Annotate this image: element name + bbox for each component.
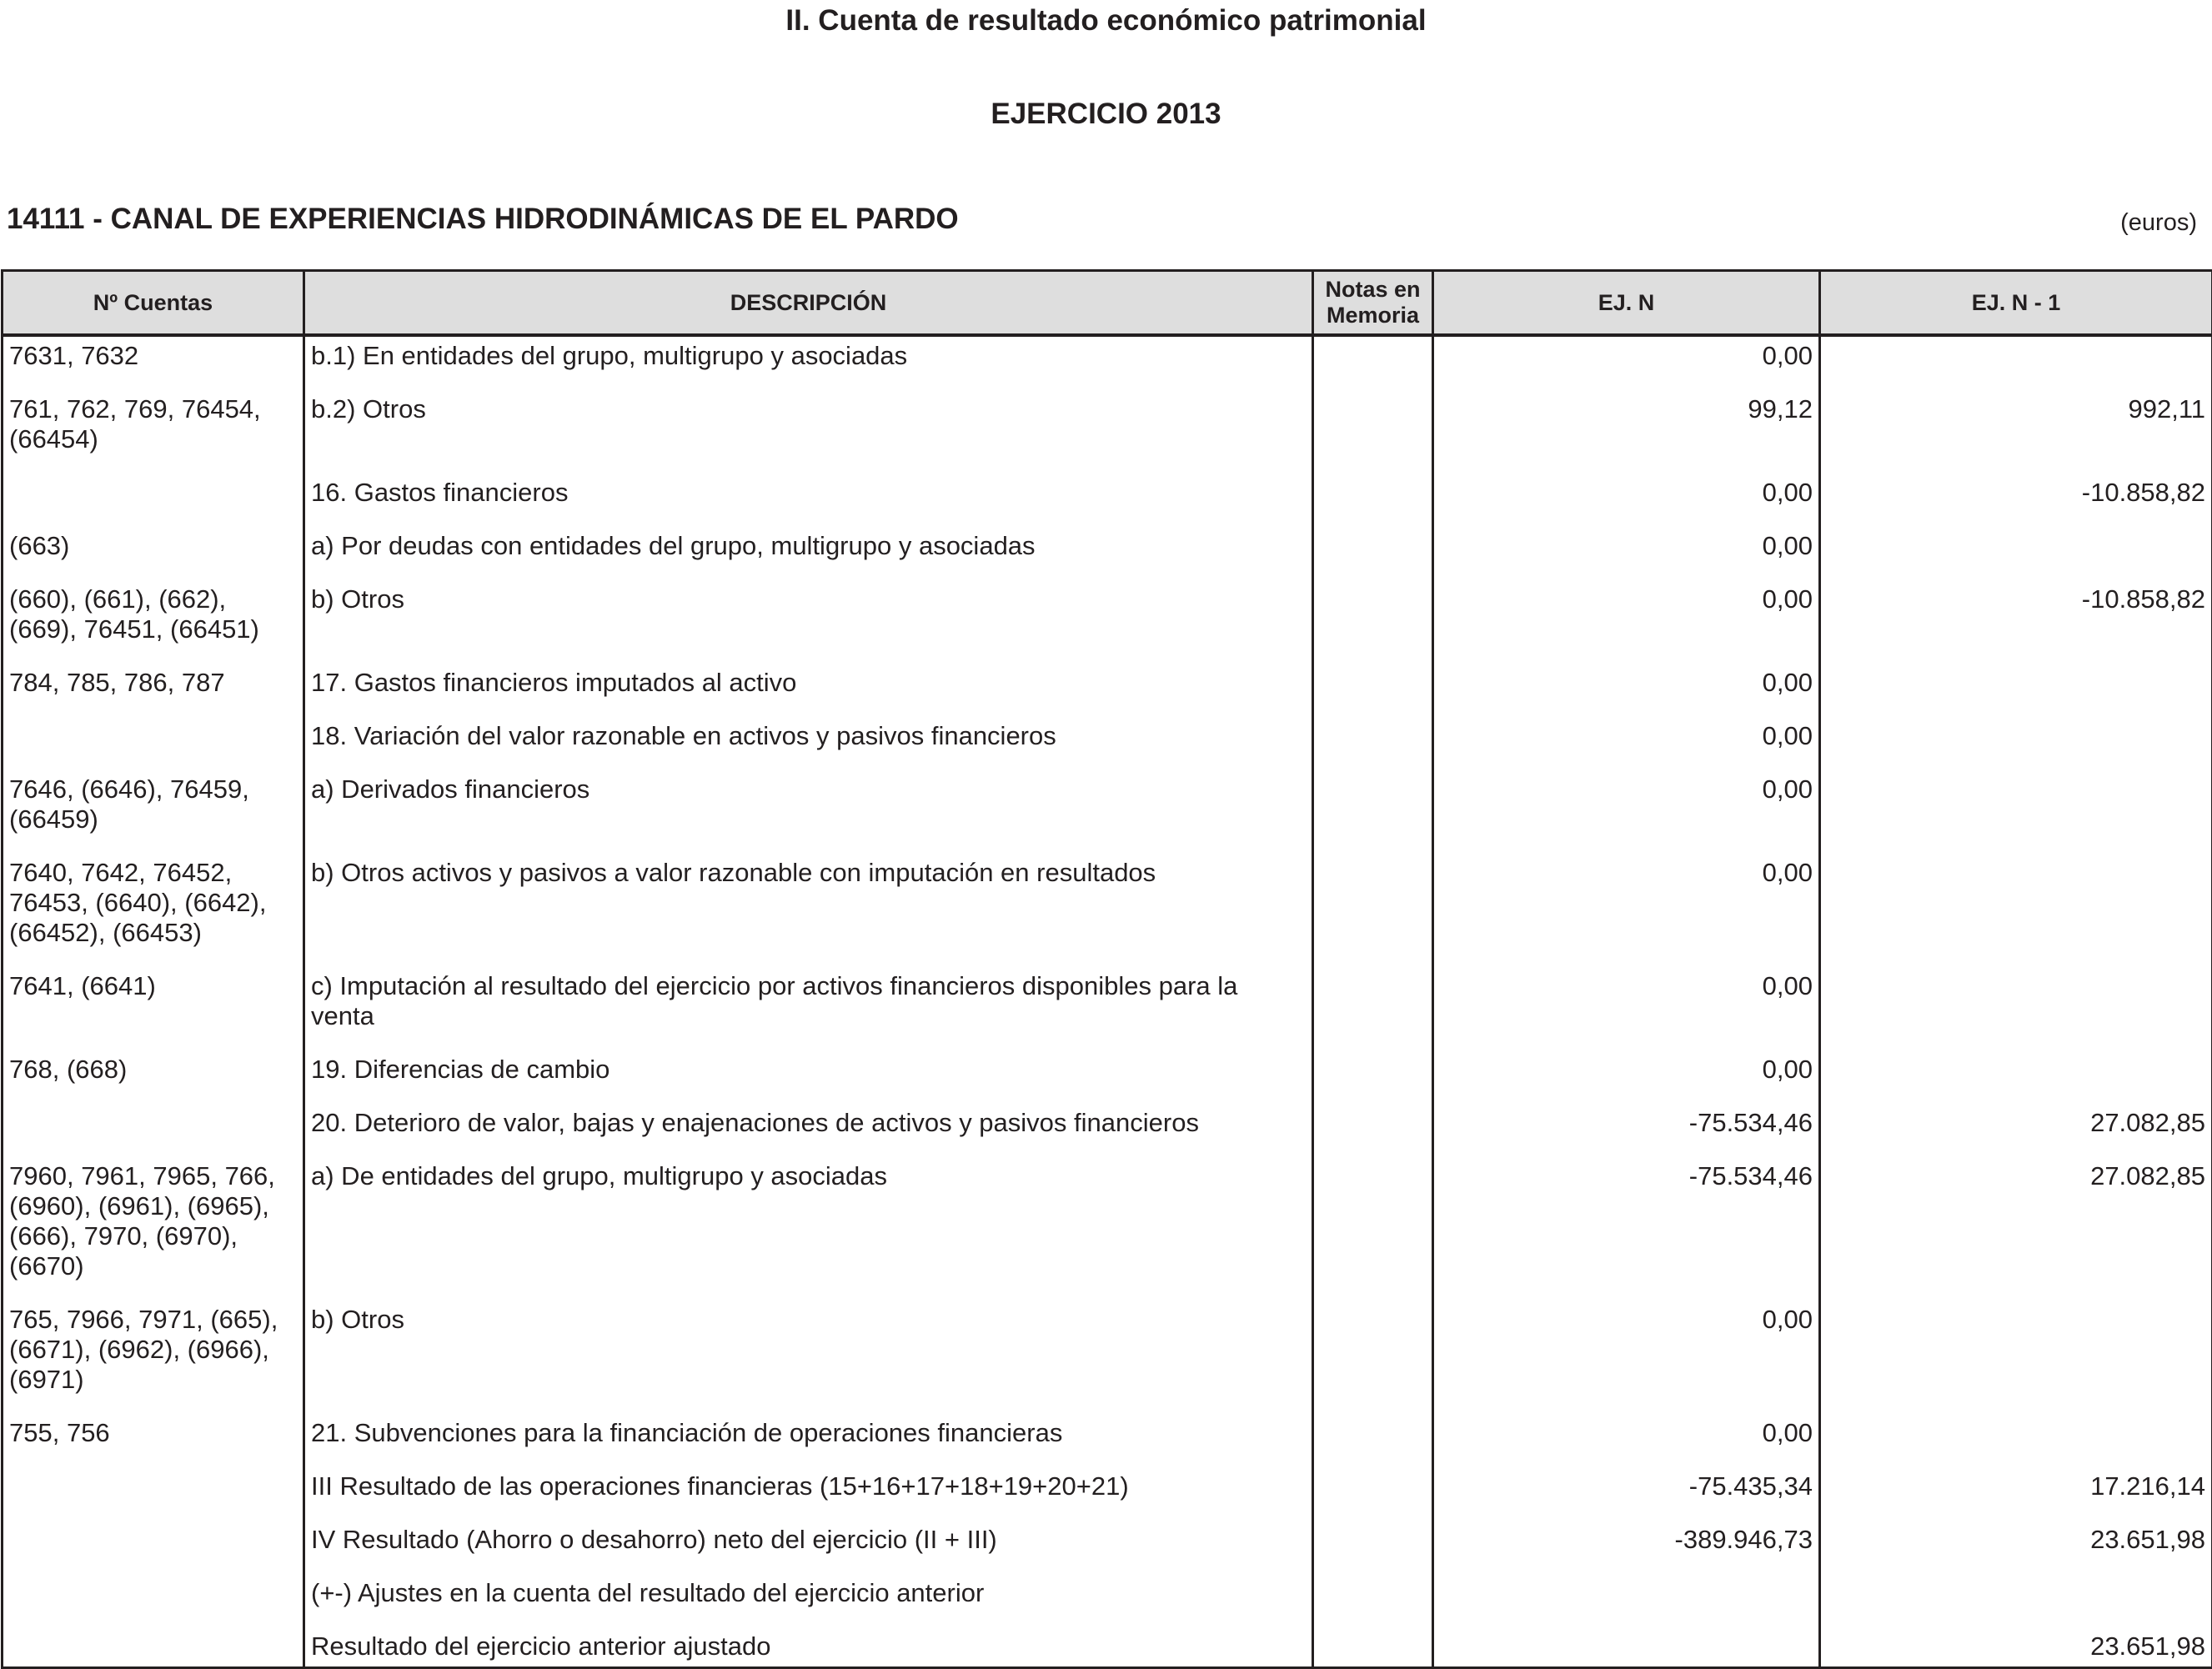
cell-notes (1313, 474, 1433, 527)
table-row (3, 1104, 2212, 1157)
cell-notes (1313, 854, 1433, 967)
cell-current-year: -75.435,34 (1433, 1467, 1820, 1521)
cell-accounts: 765, 7966, 7971, (665), (6671), (6962), (6966), (6971) (3, 1301, 304, 1414)
table-row (3, 770, 2212, 854)
cell-current-year: 0,00 (1433, 854, 1820, 967)
table-row (3, 1157, 2212, 1301)
cell-previous-year (1820, 1574, 2212, 1627)
cell-accounts: 784, 785, 786, 787 (3, 664, 304, 717)
table-row (3, 1521, 2212, 1574)
cell-description: (+-) Ajustes en la cuenta del resultado del ejercicio anterior (304, 1574, 1313, 1627)
table-row (3, 967, 2212, 1050)
cell-previous-year: -10.858,82 (1820, 474, 2212, 527)
cell-notes (1313, 664, 1433, 717)
cell-accounts (3, 1574, 304, 1627)
table-row (3, 335, 2212, 390)
cell-description: III Resultado de las operaciones financieras (15+16+17+18+19+20+21) (304, 1467, 1313, 1521)
column-header-description: DESCRIPCIÓN (304, 271, 1313, 336)
cell-previous-year (1820, 527, 2212, 580)
cell-previous-year: 23.651,98 (1820, 1521, 2212, 1574)
cell-previous-year: 27.082,85 (1820, 1157, 2212, 1301)
cell-current-year: -75.534,46 (1433, 1104, 1820, 1157)
cell-notes (1313, 1467, 1433, 1521)
cell-current-year: 0,00 (1433, 664, 1820, 717)
cell-accounts: (663) (3, 527, 304, 580)
cell-description: 19. Diferencias de cambio (304, 1050, 1313, 1104)
cell-previous-year (1820, 335, 2212, 390)
cell-current-year: 0,00 (1433, 717, 1820, 770)
cell-notes (1313, 717, 1433, 770)
cell-current-year (1433, 1574, 1820, 1627)
cell-previous-year: -10.858,82 (1820, 580, 2212, 664)
cell-current-year: 99,12 (1433, 390, 1820, 474)
cell-accounts: 7646, (6646), 76459, (66459) (3, 770, 304, 854)
cell-notes (1313, 390, 1433, 474)
cell-notes (1313, 1414, 1433, 1467)
table-row (3, 580, 2212, 664)
cell-notes (1313, 770, 1433, 854)
cell-description: a) De entidades del grupo, multigrupo y asociadas (304, 1157, 1313, 1301)
cell-accounts (3, 717, 304, 770)
cell-accounts (3, 1467, 304, 1521)
cell-description: a) Derivados financieros (304, 770, 1313, 854)
cell-current-year: 0,00 (1433, 580, 1820, 664)
cell-previous-year (1820, 854, 2212, 967)
cell-description: b) Otros (304, 1301, 1313, 1414)
entity-heading: 14111 - CANAL DE EXPERIENCIAS HIDRODINÁMICAS DE EL PARDO (7, 201, 959, 238)
cell-current-year: 0,00 (1433, 770, 1820, 854)
cell-notes (1313, 1301, 1433, 1414)
table-row (3, 527, 2212, 580)
cell-previous-year: 17.216,14 (1820, 1467, 2212, 1521)
cell-description: 16. Gastos financieros (304, 474, 1313, 527)
cell-notes (1313, 580, 1433, 664)
cell-current-year: 0,00 (1433, 335, 1820, 390)
cell-notes (1313, 527, 1433, 580)
fiscal-year-heading: EJERCICIO 2013 (0, 96, 2212, 133)
cell-previous-year (1820, 664, 2212, 717)
cell-accounts: 755, 756 (3, 1414, 304, 1467)
column-header-previous-year: EJ. N - 1 (1820, 271, 2212, 336)
table-row (3, 1627, 2212, 1668)
cell-accounts: 761, 762, 769, 76454, (66454) (3, 390, 304, 474)
table-row (3, 390, 2212, 474)
table-row (3, 1467, 2212, 1521)
cell-previous-year (1820, 1301, 2212, 1414)
cell-current-year: -389.946,73 (1433, 1521, 1820, 1574)
cell-notes (1313, 967, 1433, 1050)
currency-label: (euros) (2120, 208, 2197, 238)
column-header-notes: Notas en Memoria (1313, 271, 1433, 336)
cell-current-year: 0,00 (1433, 967, 1820, 1050)
document-title: II. Cuenta de resultado económico patrimonial (0, 3, 2212, 39)
cell-accounts (3, 1104, 304, 1157)
cell-previous-year: 27.082,85 (1820, 1104, 2212, 1157)
table-body (3, 335, 2212, 1668)
cell-current-year: 0,00 (1433, 527, 1820, 580)
table-row (3, 854, 2212, 967)
cell-description: b) Otros activos y pasivos a valor razonable con imputación en resultados (304, 854, 1313, 967)
cell-description: 17. Gastos financieros imputados al activo (304, 664, 1313, 717)
cell-previous-year: 992,11 (1820, 390, 2212, 474)
table-header-row (3, 271, 2212, 336)
cell-accounts: 7641, (6641) (3, 967, 304, 1050)
cell-accounts: 768, (668) (3, 1050, 304, 1104)
cell-description: a) Por deudas con entidades del grupo, multigrupo y asociadas (304, 527, 1313, 580)
cell-description: Resultado del ejercicio anterior ajustado (304, 1627, 1313, 1668)
cell-previous-year (1820, 717, 2212, 770)
cell-current-year: 0,00 (1433, 1414, 1820, 1467)
table-row (3, 1574, 2212, 1627)
cell-notes (1313, 335, 1433, 390)
cell-notes (1313, 1627, 1433, 1668)
column-header-accounts: Nº Cuentas (3, 271, 304, 336)
cell-description: IV Resultado (Ahorro o desahorro) neto del ejercicio (II + III) (304, 1521, 1313, 1574)
table-row (3, 474, 2212, 527)
cell-description: 20. Deterioro de valor, bajas y enajenaciones de activos y pasivos financieros (304, 1104, 1313, 1157)
cell-current-year: 0,00 (1433, 1050, 1820, 1104)
table-row (3, 1414, 2212, 1467)
cell-previous-year (1820, 770, 2212, 854)
cell-description: 21. Subvenciones para la financiación de operaciones financieras (304, 1414, 1313, 1467)
cell-previous-year: 23.651,98 (1820, 1627, 2212, 1668)
cell-accounts: 7640, 7642, 76452, 76453, (6640), (6642), (66452), (66453) (3, 854, 304, 967)
cell-accounts: 7631, 7632 (3, 335, 304, 390)
cell-current-year: 0,00 (1433, 474, 1820, 527)
cell-previous-year (1820, 1414, 2212, 1467)
cell-previous-year (1820, 1050, 2212, 1104)
cell-description: b.1) En entidades del grupo, multigrupo y asociadas (304, 335, 1313, 390)
cell-accounts: 7960, 7961, 7965, 766, (6960), (6961), (6965), (666), 7970, (6970), (6670) (3, 1157, 304, 1301)
cell-current-year: -75.534,46 (1433, 1157, 1820, 1301)
table-row (3, 1050, 2212, 1104)
cell-description: b.2) Otros (304, 390, 1313, 474)
cell-notes (1313, 1157, 1433, 1301)
cell-notes (1313, 1574, 1433, 1627)
cell-current-year (1433, 1627, 1820, 1668)
cell-previous-year (1820, 967, 2212, 1050)
cell-description: c) Imputación al resultado del ejercicio por activos financieros disponibles para la venta (304, 967, 1313, 1050)
cell-description: 18. Variación del valor razonable en activos y pasivos financieros (304, 717, 1313, 770)
cell-description: b) Otros (304, 580, 1313, 664)
cell-accounts (3, 1521, 304, 1574)
cell-accounts (3, 1627, 304, 1668)
table-row (3, 717, 2212, 770)
cell-notes (1313, 1104, 1433, 1157)
table-row (3, 1301, 2212, 1414)
column-header-current-year: EJ. N (1433, 271, 1820, 336)
cell-current-year: 0,00 (1433, 1301, 1820, 1414)
results-table (1, 269, 2212, 1669)
table-row (3, 664, 2212, 717)
cell-accounts: (660), (661), (662), (669), 76451, (66451) (3, 580, 304, 664)
cell-notes (1313, 1050, 1433, 1104)
cell-notes (1313, 1521, 1433, 1574)
cell-accounts (3, 474, 304, 527)
